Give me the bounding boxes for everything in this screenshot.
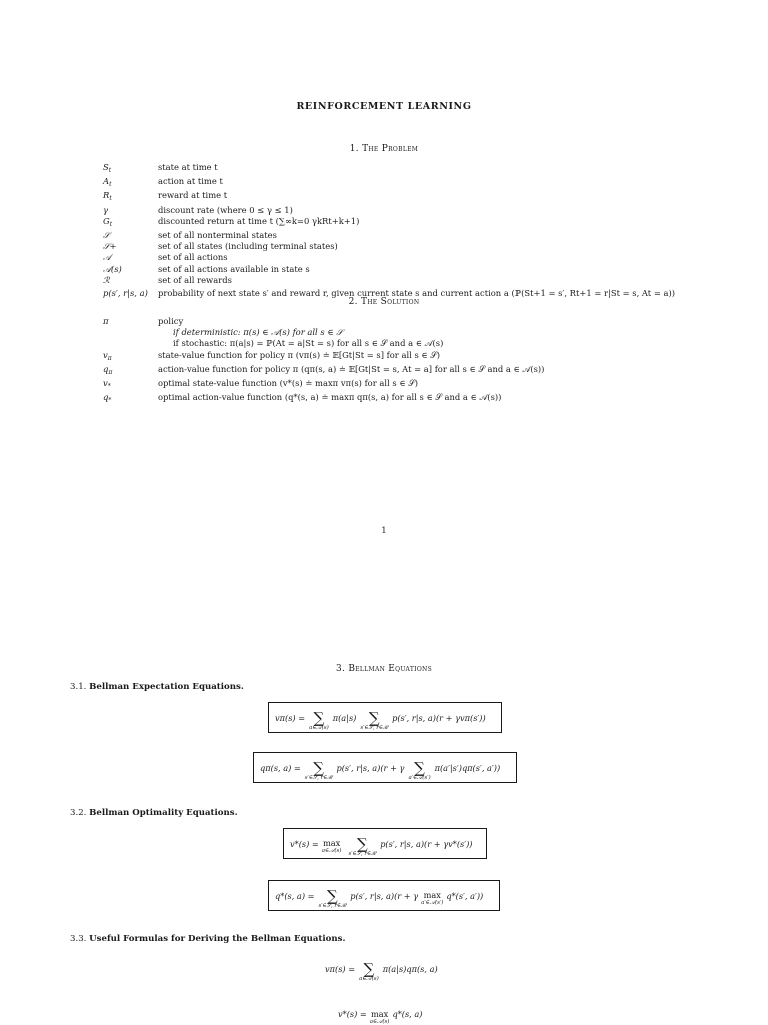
def-description: optimal state-value function (v*(s) ≐ maxπ vπ(s) for all s ∈ 𝒮) (158, 378, 418, 389)
def-row (103, 327, 544, 338)
def-symbol: π (103, 316, 109, 326)
def-symbol (103, 338, 158, 349)
equation-bellman-expectation-q: qπ(s, a) = ∑ s′∈𝒮, r∈ℛ p(s′, r|s, a)(r + γ ∑ a′∈𝒜(s′) π(a′|s′)qπ(s′, a′)) (253, 752, 517, 783)
def-description: reward at time t (158, 190, 228, 201)
def-description: set of all actions (158, 252, 228, 263)
def-row (103, 176, 675, 190)
summation: ∑ a∈𝒜(s) (309, 708, 329, 731)
def-description: state at time t (158, 162, 218, 172)
def-symbol: 𝒜 (103, 252, 111, 263)
equation-vstar-from-qstar: v*(s) = max a∈𝒜(s) q*(s, a) (338, 1008, 423, 1025)
summation: ∑ a′∈𝒜(s′) (408, 758, 431, 781)
def-symbol: $A_t$ (103, 176, 112, 189)
equation-bellman-expectation-v: vπ(s) = ∑ a∈𝒜(s) π(a|s) ∑ s′∈𝒮, r∈ℛ p(s′, r|s, a)(r + γvπ(s′)) (268, 702, 502, 733)
def-description: set of all rewards (158, 274, 232, 285)
def-row (103, 364, 544, 378)
def-description: probability of next state s′ and reward r, given current state s and current action a (ℙ(St+1 = s′, Rt+1 = r|St = s, At = a)) (158, 288, 676, 299)
def-symbol: 𝒮+ (103, 241, 117, 252)
def-symbol: $q_\pi$ (103, 363, 113, 376)
def-row (103, 190, 675, 204)
equation-bellman-optimality-q: q*(s, a) = ∑ s′∈𝒮, r∈ℛ p(s′, r|s, a)(r + γ max a′∈𝒜(s′) q*(s′, a′)) (268, 880, 500, 911)
subsection-heading-useful-formulas: 3.3. Useful Formulas for Deriving the Bellman Equations. (70, 934, 346, 944)
def-description: discount rate (where 0 ≤ γ ≤ 1) (158, 204, 293, 215)
def-row (103, 205, 675, 216)
summation: ∑ s′∈𝒮, r∈ℛ (360, 708, 389, 731)
def-symbol: 𝒮 (103, 230, 110, 241)
def-description: optimal action-value function (q*(s, a) ≐ maxπ qπ(s, a) for all s ∈ 𝒮 and a ∈ 𝒜(s)) (158, 392, 502, 403)
def-symbol: $R_t$ (103, 190, 112, 203)
def-symbol: ℛ (103, 274, 110, 285)
def-row (103, 162, 675, 176)
def-row (103, 350, 544, 364)
problem-definitions (103, 162, 675, 299)
def-symbol: $G_t$ (103, 215, 113, 228)
summation: ∑ s′∈𝒮, r∈ℛ (348, 834, 377, 857)
summation: ∑ s′∈𝒮, r∈ℛ (304, 758, 333, 781)
def-symbol: p(s′, r|s, a) (103, 288, 148, 299)
def-description: action at time t (158, 176, 223, 187)
page-2 (0, 560, 768, 1024)
def-row (103, 378, 544, 392)
def-row (103, 230, 675, 241)
def-description: policy (158, 316, 184, 326)
def-symbol: $q_*$ (103, 392, 112, 405)
def-row (103, 392, 544, 406)
def-symbol: γ (103, 204, 109, 215)
def-description: action-value function for policy π (qπ(s, a) ≐ 𝔼[Gt|St = s, At = a] for all s ∈ 𝒮 and a ∈ 𝒜(s)) (158, 363, 545, 374)
def-symbol: $S_t$ (103, 162, 112, 174)
subsection-heading-expectation: 3.1. Bellman Expectation Equations. (70, 682, 244, 692)
document-title: REINFORCEMENT LEARNING (296, 101, 472, 112)
def-row (103, 252, 675, 263)
section-heading-solution: 2. The Solution (348, 297, 420, 307)
def-row (103, 275, 675, 286)
def-symbol: 𝒜(s) (103, 263, 122, 274)
def-description: discounted return at time t (∑∞k=0 γkRt+k+1) (158, 215, 360, 226)
def-description: set of all actions available in state s (158, 263, 310, 274)
def-symbol: $v_\pi$ (103, 349, 112, 362)
def-row (103, 338, 544, 349)
max-operator: max a∈𝒜(s) (321, 838, 342, 854)
def-description: if stochastic: π(a|s) = ℙ(At = a|St = s) for all s ∈ 𝒮 and a ∈ 𝒜(s) (173, 338, 444, 349)
section-heading-problem: 1. The Problem (349, 144, 419, 154)
section-heading-bellman: 3. Bellman Equations (335, 664, 432, 674)
def-symbol: $v_*$ (103, 378, 111, 391)
def-row (103, 216, 675, 230)
def-row (103, 264, 675, 275)
def-symbol (103, 327, 158, 338)
def-description: set of all states (including terminal states) (158, 241, 338, 252)
equation-v-from-q: vπ(s) = ∑ a∈𝒜(s) π(a|s)qπ(s, a) (325, 960, 438, 982)
def-description: if deterministic: π(s) ∈ 𝒜(s) for all s ∈ 𝒮 (173, 327, 343, 338)
max-operator: max a∈𝒜(s) (369, 1008, 390, 1025)
page-number: 1 (381, 526, 387, 536)
summation: ∑ a∈𝒜(s) (359, 960, 379, 982)
def-row (103, 241, 675, 252)
def-description: set of all nonterminal states (158, 230, 277, 241)
subsection-heading-optimality: 3.2. Bellman Optimality Equations. (70, 808, 238, 818)
max-operator: max a′∈𝒜(s′) (421, 890, 444, 906)
solution-definitions (103, 316, 544, 406)
summation: ∑ s′∈𝒮, r∈ℛ (318, 886, 347, 909)
equation-bellman-optimality-v: v*(s) = max a∈𝒜(s) ∑ s′∈𝒮, r∈ℛ p(s′, r|s, a)(r + γv*(s′)) (283, 828, 487, 859)
def-description: state-value function for policy π (vπ(s) ≐ 𝔼[Gt|St = s] for all s ∈ 𝒮) (158, 349, 441, 360)
def-row (103, 316, 544, 327)
